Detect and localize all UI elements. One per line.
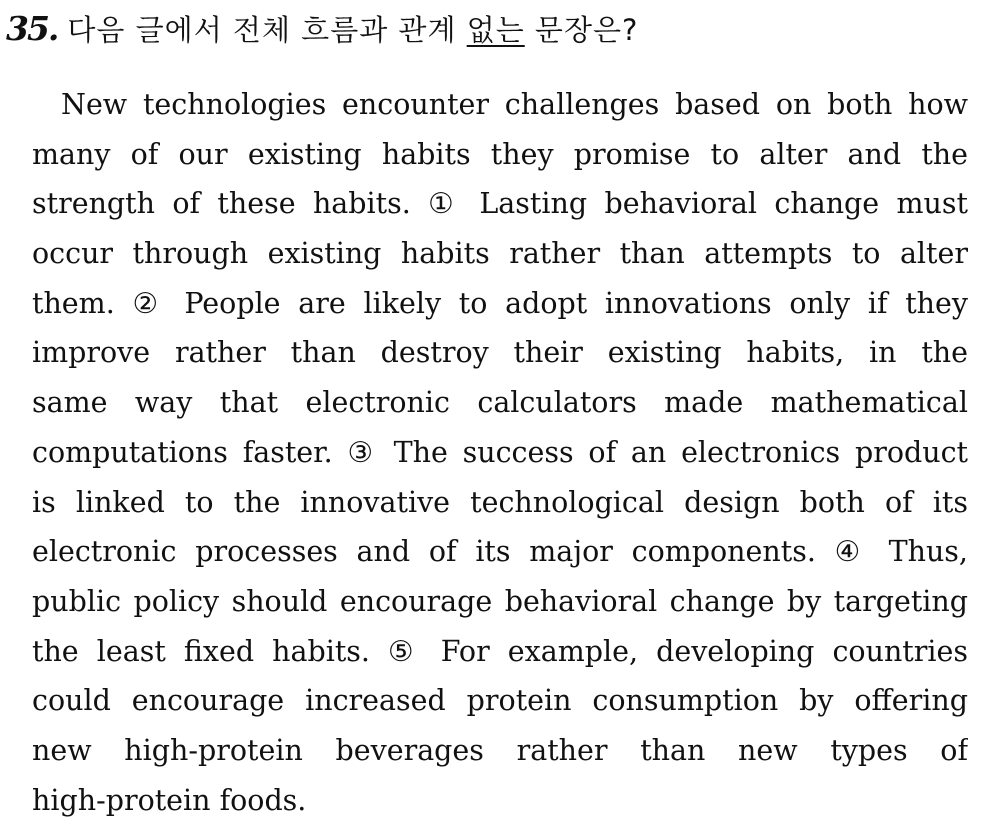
passage-line: public policy should encourage behavioral change by targeting [32, 584, 968, 618]
passage [32, 80, 968, 825]
passage-line: electronic processes and of its major components. ④ Thus, [32, 535, 968, 569]
passage-line: strength of these habits. ① Lasting behavioral change must [32, 187, 968, 221]
question-prompt [67, 8, 638, 49]
passage-line: new high-protein beverages rather than new types of [32, 733, 968, 767]
passage-line: is linked to the innovative technological design both of its [32, 485, 968, 519]
passage-line: improve rather than destroy their existing habits, in the [32, 336, 968, 370]
passage-line: high-protein foods. [32, 783, 307, 817]
passage-line: could encourage increased protein consumption by offering [32, 684, 968, 718]
passage-line: New technologies encounter challenges based on both how [61, 88, 968, 121]
passage-line: the least fixed habits. ⑤ For example, developing countries [32, 634, 968, 668]
question-number: 35. [6, 9, 58, 48]
question-text-underlined: 없는 [466, 13, 525, 47]
passage-line: many of our existing habits they promise to alter and the [32, 137, 968, 171]
question-header [6, 8, 971, 58]
passage-line: occur through existing habits rather than attempts to alter [32, 237, 968, 271]
question-text-after: 문장은? [524, 13, 639, 47]
passage-line: same way that electronic calculators made mathematical [32, 386, 968, 420]
passage-line: them. ② People are likely to adopt innovations only if they [32, 286, 968, 320]
passage-line: computations faster. ③ The success of an electronics product [32, 435, 968, 469]
question-text-before: 다음 글에서 전체 흐름과 관계 [67, 13, 467, 47]
